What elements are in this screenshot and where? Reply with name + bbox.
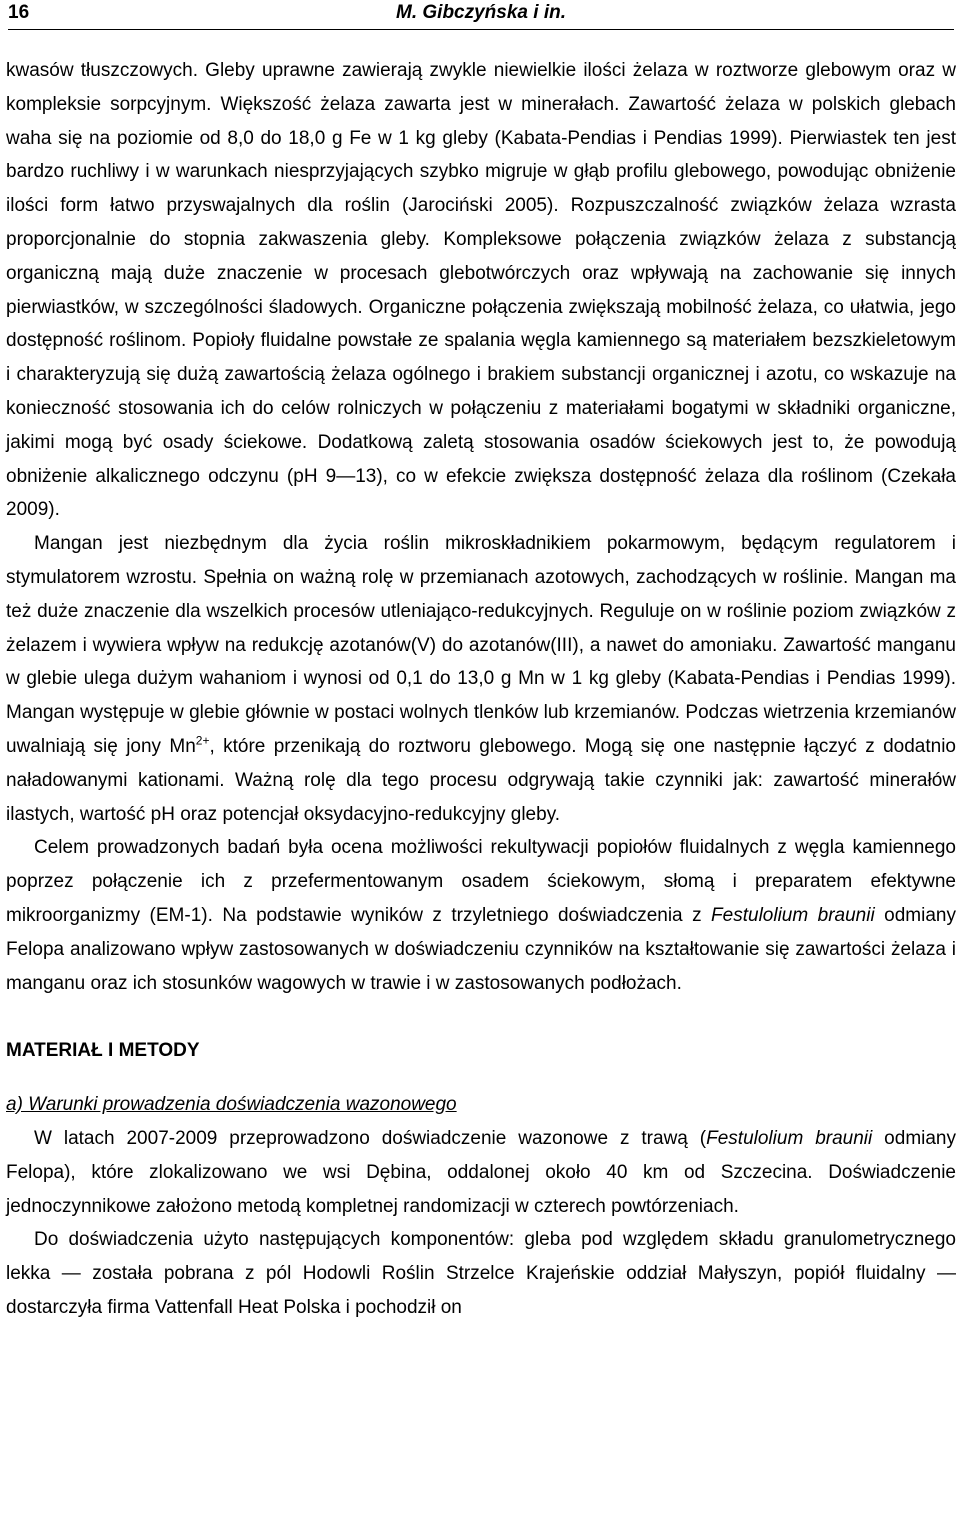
body-text [6,54,956,1325]
species-name: Festulolium braunii [711,904,875,926]
paragraph-iron: kwasów tłuszczowych. Gleby uprawne zawierają zwykle niewielkie ilości żelaza w roztworze glebowym oraz w kompleksie sorpcyjnym. Większość żelaza zawarta jest w minerałach. Zawartość żelaza w polskich glebach waha się na poziomie od 8,0 do 18,0 g Fe w 1 kg gleby (Kabata-Pendias i Pendias 1999). Pierwiastek ten jest bardzo ruchliwy i w warunkach niesprzyjających szybko migruje w głąb profilu glebowego, powodując obniżenie ilości form łatwo przyswajalnych dla roślin (Jarociński 2005). Rozpuszczalność związków żelaza wzrasta proporcjonalnie do stopnia zakwaszenia gleby. Kompleksowe połączenia związków żelaza z substancją organiczną mają duże znaczenie w procesach glebotwórczych oraz wpływają na zachowanie się innych pierwiastków, w szczególności śladowych. Organiczne połączenia zwiększają mobilność żelaza, co ułatwia, jego dostępność roślinom. Popioły fluidalne powstałe ze spalania węgla kamiennego są materiałem bezszkieletowym i charakteryzują się dużą zawartością żelaza ogólnego i brakiem substancji organicznej i azotu, co wskazuje na konieczność stosowania ich do celów rolniczych w połączeniu z materiałami bogatymi w składniki organiczne, jakimi mogą być osady ściekowe. Dodatkową zaletą stosowania osadów ściekowych jest to, że powodują obniżenie alkalicznego odczynu (pH 9—13), co w efekcie zwiększa dostępność żelaza dla roślinom (Czekała 2009). [6,60,956,521]
page-header [8,0,954,30]
page-number: 16 [8,2,30,23]
paragraph-manganese: Mangan jest niezbędnym dla życia roślin mikroskładnikiem pokarmowym, będącym regulatorem i stymulatorem wzrostu. Spełnia on ważną rolę w przemianach azotowych, zachodzących w roślinie. Mangan ma też duże znaczenie dla wszelkich procesów utleniająco-redukcyjnych. Reguluje on w roślinie poziom związków z żelazem i wywiera wpływ na redukcję azotanów(V) do azotanów(III), a nawet do amoniaku. Zawartość manganu w glebie ulega dużym wahaniom i wynosi od 0,1 do 13,0 g Mn w 1 kg gleby (Kabata-Pendias i Pendias 1999). Mangan występuje w glebie głównie w postaci wolnych tlenków lub krzemianów. Podczas wietrzenia krzemianów uwalniają się jony $Mn^{2+}$, które przenikają do roztworu glebowego. Mogą się one następnie łączyć z dodatnio naładowanymi kationami. Ważną rolę dla tego procesu odgrywają takie czynniki jak: zawartość minerałów ilastych, wartość pH oraz potencjał oksydacyjno-redukcyjny gleby. [6,533,957,825]
header-rule [8,29,954,30]
running-head: M. Gibczyńska i in. [396,2,566,23]
paragraph-experiment: W latach 2007-2009 przeprowadzono doświadczenie wazonowe z trawą (Festulolium braunii odmiany Felopa), które zlokalizowano we wsi Dębina, oddalonej około 40 km od Szczecina. Doświadczenie jednoczynnikowe założono metodą kompletnej randomizacji w czterech powtórzeniach. [6,1127,956,1217]
subheading: a) Warunki prowadzenia doświadczenia wazonowego [6,1094,457,1116]
species-name: Festulolium braunii [706,1127,873,1149]
paragraph-aim: Celem prowadzonych badań była ocena możliwości rekultywacji popiołów fluidalnych z węgla kamiennego poprzez połączenie ich z przefermentowanym osadem ściekowym, słomą i preparatem efektywne mikroorganizmy (EM-1). Na podstawie wyników z trzyletniego doświadczenia z Festulolium braunii odmiany Felopa analizowano wpływ zastosowanych w doświadczeniu czynników na kształtowanie się zawartości żelaza i manganu oraz ich stosunków wagowych w trawie i w zastosowanych podłożach. [6,837,956,994]
section-heading: MATERIAŁ I METODY [6,1040,200,1062]
paragraph-components: Do doświadczenia użyto następujących komponentów: gleba pod względem składu granulometrycznego lekka — została pobrana z pól Hodowli Roślin Strzelce Krajeńskie oddział Małyszyn, popiół fluidalny — dostarczyła firma Vattenfall Heat Polska i pochodził on [6,1229,956,1318]
superscript-charge: 2+ [195,733,210,748]
